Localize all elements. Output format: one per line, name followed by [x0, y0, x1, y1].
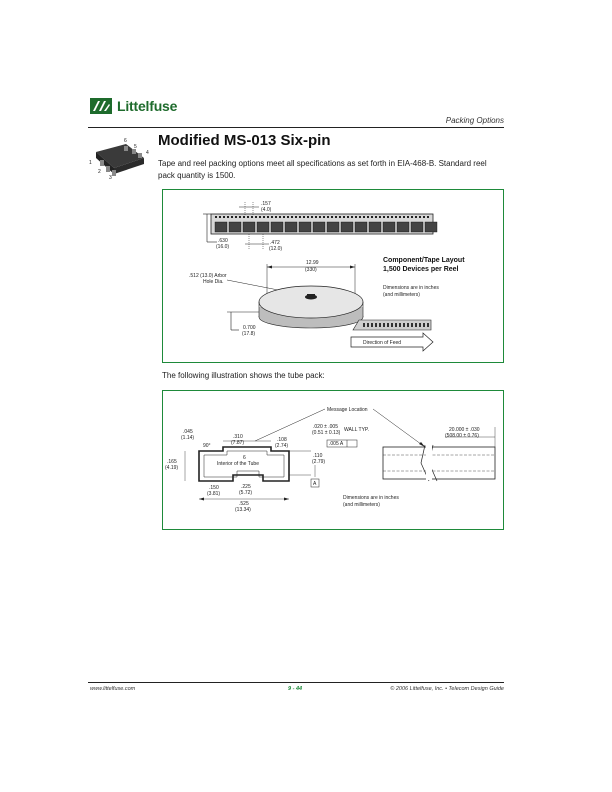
tape-pocket: [285, 222, 297, 232]
dim-pocket-mm: (12.0): [269, 246, 283, 252]
sprocket-hole: [303, 216, 305, 218]
pin-label: 5: [134, 144, 137, 150]
datum-label: A: [313, 481, 317, 487]
leader-pocket: [371, 323, 373, 327]
section-label: Packing Options: [445, 116, 504, 125]
units-note: Dimensions are in inches: [343, 495, 399, 501]
leader-pocket: [419, 323, 421, 327]
pin-label: 1: [89, 160, 92, 166]
dim-pocket: .472: [270, 240, 280, 246]
sprocket-hole: [327, 216, 329, 218]
sprocket-hole: [247, 216, 249, 218]
footer-url[interactable]: www.littelfuse.com: [90, 686, 136, 692]
tape-pocket: [411, 222, 423, 232]
sprocket-hole: [387, 216, 389, 218]
sprocket-hole: [363, 216, 365, 218]
sprocket-hole: [295, 216, 297, 218]
littelfuse-logo-icon: [90, 98, 112, 114]
sprocket-hole: [411, 216, 413, 218]
leader-pocket: [399, 323, 401, 327]
arbor-label: .512 (13.0) Arbor: [189, 273, 227, 279]
tube-pack-figure: [162, 390, 504, 530]
sprocket-hole: [275, 216, 277, 218]
sprocket-hole: [347, 216, 349, 218]
dim-wall: .020 ± .005: [313, 424, 338, 430]
tape-pocket: [327, 222, 339, 232]
pin-label: 4: [146, 150, 149, 156]
units-note-2: (and millimeters): [343, 502, 380, 508]
dim-045-mm: (1.14): [181, 435, 195, 441]
dim-108: .108: [277, 437, 287, 443]
sprocket-hole: [399, 216, 401, 218]
leader-pocket: [387, 323, 389, 327]
layout-title: Component/Tape Layout: [383, 257, 465, 264]
chip-package-illustration: [86, 136, 156, 184]
sprocket-hole: [255, 216, 257, 218]
dim-hub: 0.700: [243, 325, 256, 331]
leader-pocket: [407, 323, 409, 327]
dim-hub-mm: (17.8): [242, 331, 256, 337]
leader-pocket: [363, 323, 365, 327]
dim-tape-width-mm: (16.0): [216, 244, 230, 250]
brand-logo: [90, 98, 177, 114]
sprocket-hole: [359, 216, 361, 218]
tube-pack-diagram: [163, 391, 503, 529]
sprocket-hole: [235, 216, 237, 218]
page-title: Modified MS-013 Six-pin: [158, 132, 331, 149]
sprocket-hole: [367, 216, 369, 218]
sprocket-hole: [343, 216, 345, 218]
tape-pocket: [369, 222, 381, 232]
sprocket-hole: [215, 216, 217, 218]
sprocket-hole: [339, 216, 341, 218]
sprocket-hole: [415, 216, 417, 218]
dim-225-mm: (5.72): [239, 490, 253, 496]
sprocket-hole: [315, 216, 317, 218]
page-number: 9 - 44: [288, 686, 303, 692]
dim-length: 20.000 ± .030: [449, 427, 480, 433]
sprocket-hole: [251, 216, 253, 218]
dim-pitch: .157: [261, 201, 271, 207]
sprocket-hole: [263, 216, 265, 218]
pin-label: 6: [124, 138, 127, 144]
sprocket-hole: [287, 216, 289, 218]
sprocket-hole: [403, 216, 405, 218]
tape-pocket: [271, 222, 283, 232]
dim-reel: 12.99: [306, 260, 319, 266]
leader-pocket: [367, 323, 369, 327]
tube-caption: The following illustration shows the tube pack:: [162, 371, 325, 380]
sprocket-hole: [407, 216, 409, 218]
sprocket-hole: [391, 216, 393, 218]
dim-6: 6: [243, 455, 246, 461]
sprocket-hole: [375, 216, 377, 218]
tape-pocket: [425, 222, 437, 232]
sprocket-hole: [335, 216, 337, 218]
tape-pocket: [257, 222, 269, 232]
sprocket-hole: [395, 216, 397, 218]
header-divider: [88, 127, 504, 128]
tape-reel-diagram: [163, 190, 503, 362]
dim-310: .310: [233, 434, 243, 440]
sprocket-hole: [351, 216, 353, 218]
dim-150-mm: (3.81): [207, 491, 221, 497]
dim-165: .165: [167, 459, 177, 465]
sprocket-hole: [271, 216, 273, 218]
sprocket-hole: [227, 216, 229, 218]
sprocket-hole: [319, 216, 321, 218]
dim-525-mm: (13.34): [235, 507, 251, 513]
sprocket-hole: [231, 216, 233, 218]
units-note-2: (and millimeters): [383, 292, 420, 298]
sprocket-hole: [243, 216, 245, 218]
leader-pocket: [427, 323, 429, 327]
footer-copyright: © 2006 Littelfuse, Inc. • Telecom Design Guide: [390, 686, 504, 692]
units-note: Dimensions are in inches: [383, 285, 439, 291]
sprocket-hole: [219, 216, 221, 218]
sprocket-hole: [279, 216, 281, 218]
pin-label: 2: [98, 169, 101, 175]
sprocket-hole: [239, 216, 241, 218]
sprocket-hole: [311, 216, 313, 218]
leader-pocket: [415, 323, 417, 327]
dim-tape-width: .630: [218, 238, 228, 244]
leader-pocket: [375, 323, 377, 327]
dim-165-mm: (4.19): [165, 465, 179, 471]
dim-045: .045: [183, 429, 193, 435]
dim-length-mm: (508.00 ± 0.76): [445, 433, 479, 439]
dim-110-mm: (2.79): [312, 459, 326, 465]
message-location: Message Location: [327, 407, 368, 413]
interior-label: Interior of the Tube: [217, 461, 259, 467]
sprocket-hole: [299, 216, 301, 218]
intro-paragraph: Tape and reel packing options meet all specifications as set forth in EIA-468-B. Standard reel pack quantity is 1500.: [158, 159, 487, 180]
datum-box: .005 A: [329, 441, 344, 447]
leader-pocket: [403, 323, 405, 327]
sprocket-hole: [291, 216, 293, 218]
pin-label: 3: [109, 175, 112, 181]
tape-pocket: [313, 222, 325, 232]
leader-pocket: [383, 323, 385, 327]
leader-pocket: [391, 323, 393, 327]
leader-pocket: [379, 323, 381, 327]
logo-text: Littelfuse: [117, 98, 178, 114]
tape-pocket: [341, 222, 353, 232]
tape-pocket: [229, 222, 241, 232]
sprocket-hole: [283, 216, 285, 218]
wall-typ: WALL TYP.: [344, 427, 370, 433]
leader-pocket: [411, 323, 413, 327]
arbor-label-2: Hole Dia.: [203, 279, 224, 285]
angle-label: 90°: [203, 443, 211, 449]
dim-310-mm: (7.87): [231, 440, 245, 446]
sprocket-hole: [223, 216, 225, 218]
leader-pocket: [423, 323, 425, 327]
sprocket-hole: [331, 216, 333, 218]
leader-pocket: [395, 323, 397, 327]
layout-subtitle: 1,500 Devices per Reel: [383, 266, 459, 273]
sprocket-hole: [307, 216, 309, 218]
dim-108-mm: (2.74): [275, 443, 289, 449]
tape-pocket: [299, 222, 311, 232]
sprocket-hole: [423, 216, 425, 218]
sprocket-hole: [419, 216, 421, 218]
sprocket-hole: [383, 216, 385, 218]
footer-divider: [88, 682, 504, 683]
dim-wall-mm: (0.51 ± 0.13): [312, 430, 341, 436]
tape-pocket: [397, 222, 409, 232]
tape-pocket: [383, 222, 395, 232]
tape-pocket: [215, 222, 227, 232]
sprocket-hole: [267, 216, 269, 218]
dim-225: .225: [241, 484, 251, 490]
sprocket-hole: [323, 216, 325, 218]
dim-110: .110: [313, 453, 323, 459]
dim-525: .525: [239, 501, 249, 507]
tape-pocket: [243, 222, 255, 232]
sprocket-hole: [355, 216, 357, 218]
dim-pitch-mm: (4.0): [261, 207, 272, 213]
sprocket-hole: [379, 216, 381, 218]
sprocket-hole: [259, 216, 261, 218]
tape-reel-figure: [162, 189, 504, 363]
feed-label: Direction of Feed: [363, 340, 402, 346]
sprocket-hole: [427, 216, 429, 218]
dim-150: .150: [209, 485, 219, 491]
tape-pocket: [355, 222, 367, 232]
sprocket-hole: [371, 216, 373, 218]
dim-reel-mm: (330): [305, 267, 317, 273]
